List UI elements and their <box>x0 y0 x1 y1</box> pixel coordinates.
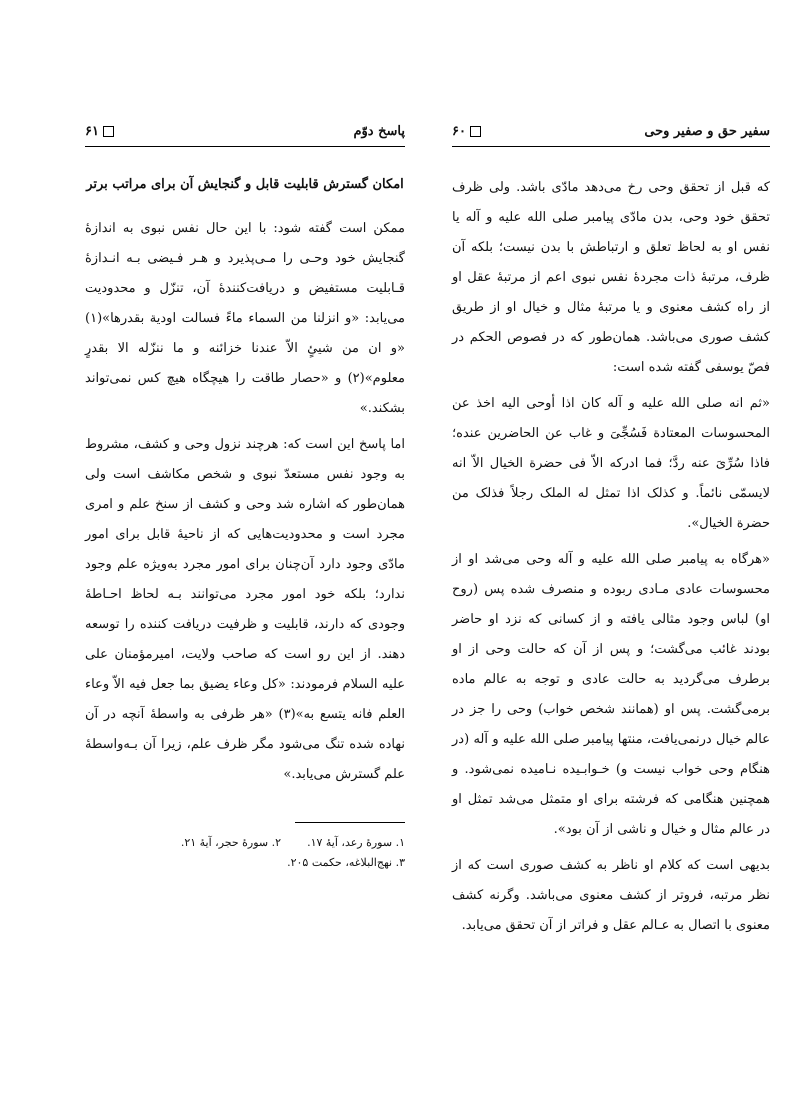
left-page <box>85 120 405 873</box>
right-page-header <box>452 120 770 147</box>
page-number <box>452 124 481 139</box>
square-ornament-icon <box>103 126 114 137</box>
right-page <box>452 120 770 941</box>
paragraph: که قبل از تحقق وحی رخ می‌دهد مادّی باشد. ولی ظرف تحقق خود وحی، بدن مادّی پیامبر صلی الله علیه و آله یا نفس او به لحاظ تعلق و ارتباطش با بدن نیست؛ بلکه آن ظرف، مرتبهٔ ذات مجردهٔ نفس نبوی اعم از مرتبهٔ عقل او از راه کشف معنوی و یا مرتبهٔ مثال و خیال او از طریق کشف صوری می‌باشد. همان‌طور که در فصوص الحکم در فصّ یوسفی گفته شده است: <box>452 180 770 375</box>
footnote-divider <box>295 822 405 823</box>
page-number <box>85 124 114 139</box>
footnote: ۳. نهج‌البلاغه، حکمت ۲۰۵. <box>287 856 405 869</box>
left-page-header <box>85 120 405 147</box>
left-page-body <box>85 214 405 790</box>
footnote: ۱. سورهٔ رعد، آیهٔ ۱۷. <box>307 836 405 849</box>
section-heading: امکان گسترش قابلیت قابل و گنجایش آن برای مراتب برتر <box>86 177 404 192</box>
footnotes <box>85 833 405 873</box>
running-title: پاسخ دوّم <box>353 124 405 139</box>
arabic-quote-paragraph: «ثم انه صلی الله علیه و آله کان اذا أوحی الیه اخذ عن المحسوسات المعتادة فَسُجِّیَ و غاب عن الحاضرین عنده؛ فاذا سُرِّیَ عنه ردَّ؛ فما ادرکه الاّ فی حضرة الخیال الاّ انه لایسمّی نائماً. و کذلک اذا تمثل له الملک رجلاً فذلک من حضرة الخیال». <box>452 396 770 531</box>
paragraph: ممکن است گفته شود: با این حال نفس نبوی به اندازهٔ گنجایش خود وحـی را مـی‌پذیرد و هـر فـیضی بـه انـدازهٔ قـابلیت مستفیض و دریافت‌کنندهٔ آن، تنزّل و محدودیت می‌یابد: «و انزلنا من السماء ماءً فسالت اودیة بقدرها»(۱) «و ان من شیئٍ الاّ عندنا خزائنه و ما ننزّله الا بقدرٍ معلوم»(۲) و «حصار طاقت را هیچگاه هیچ کس نمی‌تواند بشکند.» <box>85 221 405 416</box>
square-ornament-icon <box>470 126 481 137</box>
paragraph: «هرگاه به پیامبر صلی الله علیه و آله وحی می‌شد او از محسوسات عادی مـادی ربوده و منصرف شده پس (روح او) لباس وجود مثالی یافته و از کسانی که نزد او حاضر بودند غائب می‌گشت؛ و پس از آن که حالت وحی از او برطرف می‌گردید به حالت عادی و توجه به عالم ماده برمی‌گشت. پس او (همانند شخص خواب) وحی را جز در عالم خیال درنمی‌یافت، منتها پیامبر صلی الله علیه و آله (در هنگام وحی خواب نیست و) خـوابـیده نـامیده نمی‌شود. و همچنین هنگامی که فرشته برای او متمثل می‌شد تمثل او در عالم مثال و خیال و ناشی از آن بود». <box>452 552 771 837</box>
page-number-value: ۶۰ <box>452 124 466 139</box>
paragraph: بدیهی است که کلام او ناظر به کشف صوری است که از نظر مرتبه، فروتر از کشف معنوی می‌باشد. وگرنه کشف معنوی با اتصال به عـالم عقل و فراتر از آن تحقق می‌یابد. <box>452 858 770 933</box>
paragraph: اما پاسخ این است که: هرچند نزول وحی و کشف، مشروط به وجود نفس مستعدّ نبوی و شخص مکاشف است ولی همان‌طور که اشاره شد وحی و کشف از سنخ علم و امری مجرد است و محدودیت‌هایی که از ناحیهٔ قابل برای امور مادّی وجود دارد آن‌چنان برای امور مجرد به‌ویژه علم وجود ندارد؛ بلکه خود امور مجرد می‌توانند بـه لحاظ احـاطهٔ وجودی که دارند، قابلیت و ظرفیت دریافت کننده را توسعه دهند. از این رو است که صاحب ولایت، امیرمؤمنان علی علیه السلام فرمودند: «کل وعاء یضیق بما جعل فیه الاّ وعاء العلم فانه یتسع به»(۳) «هر ظرفی به واسطهٔ آنچه در آن نهاده شده تنگ می‌شود مگر ظرف علم، زیرا آن بـه‌واسطهٔ علم گسترش می‌یابد.» <box>85 437 405 782</box>
right-page-body <box>452 173 770 941</box>
page-number-value: ۶۱ <box>85 124 99 139</box>
running-title: سفیر حق و صفیر وحی <box>644 124 770 139</box>
footnote: ۲. سورهٔ حجر، آیهٔ ۲۱. <box>180 836 282 849</box>
